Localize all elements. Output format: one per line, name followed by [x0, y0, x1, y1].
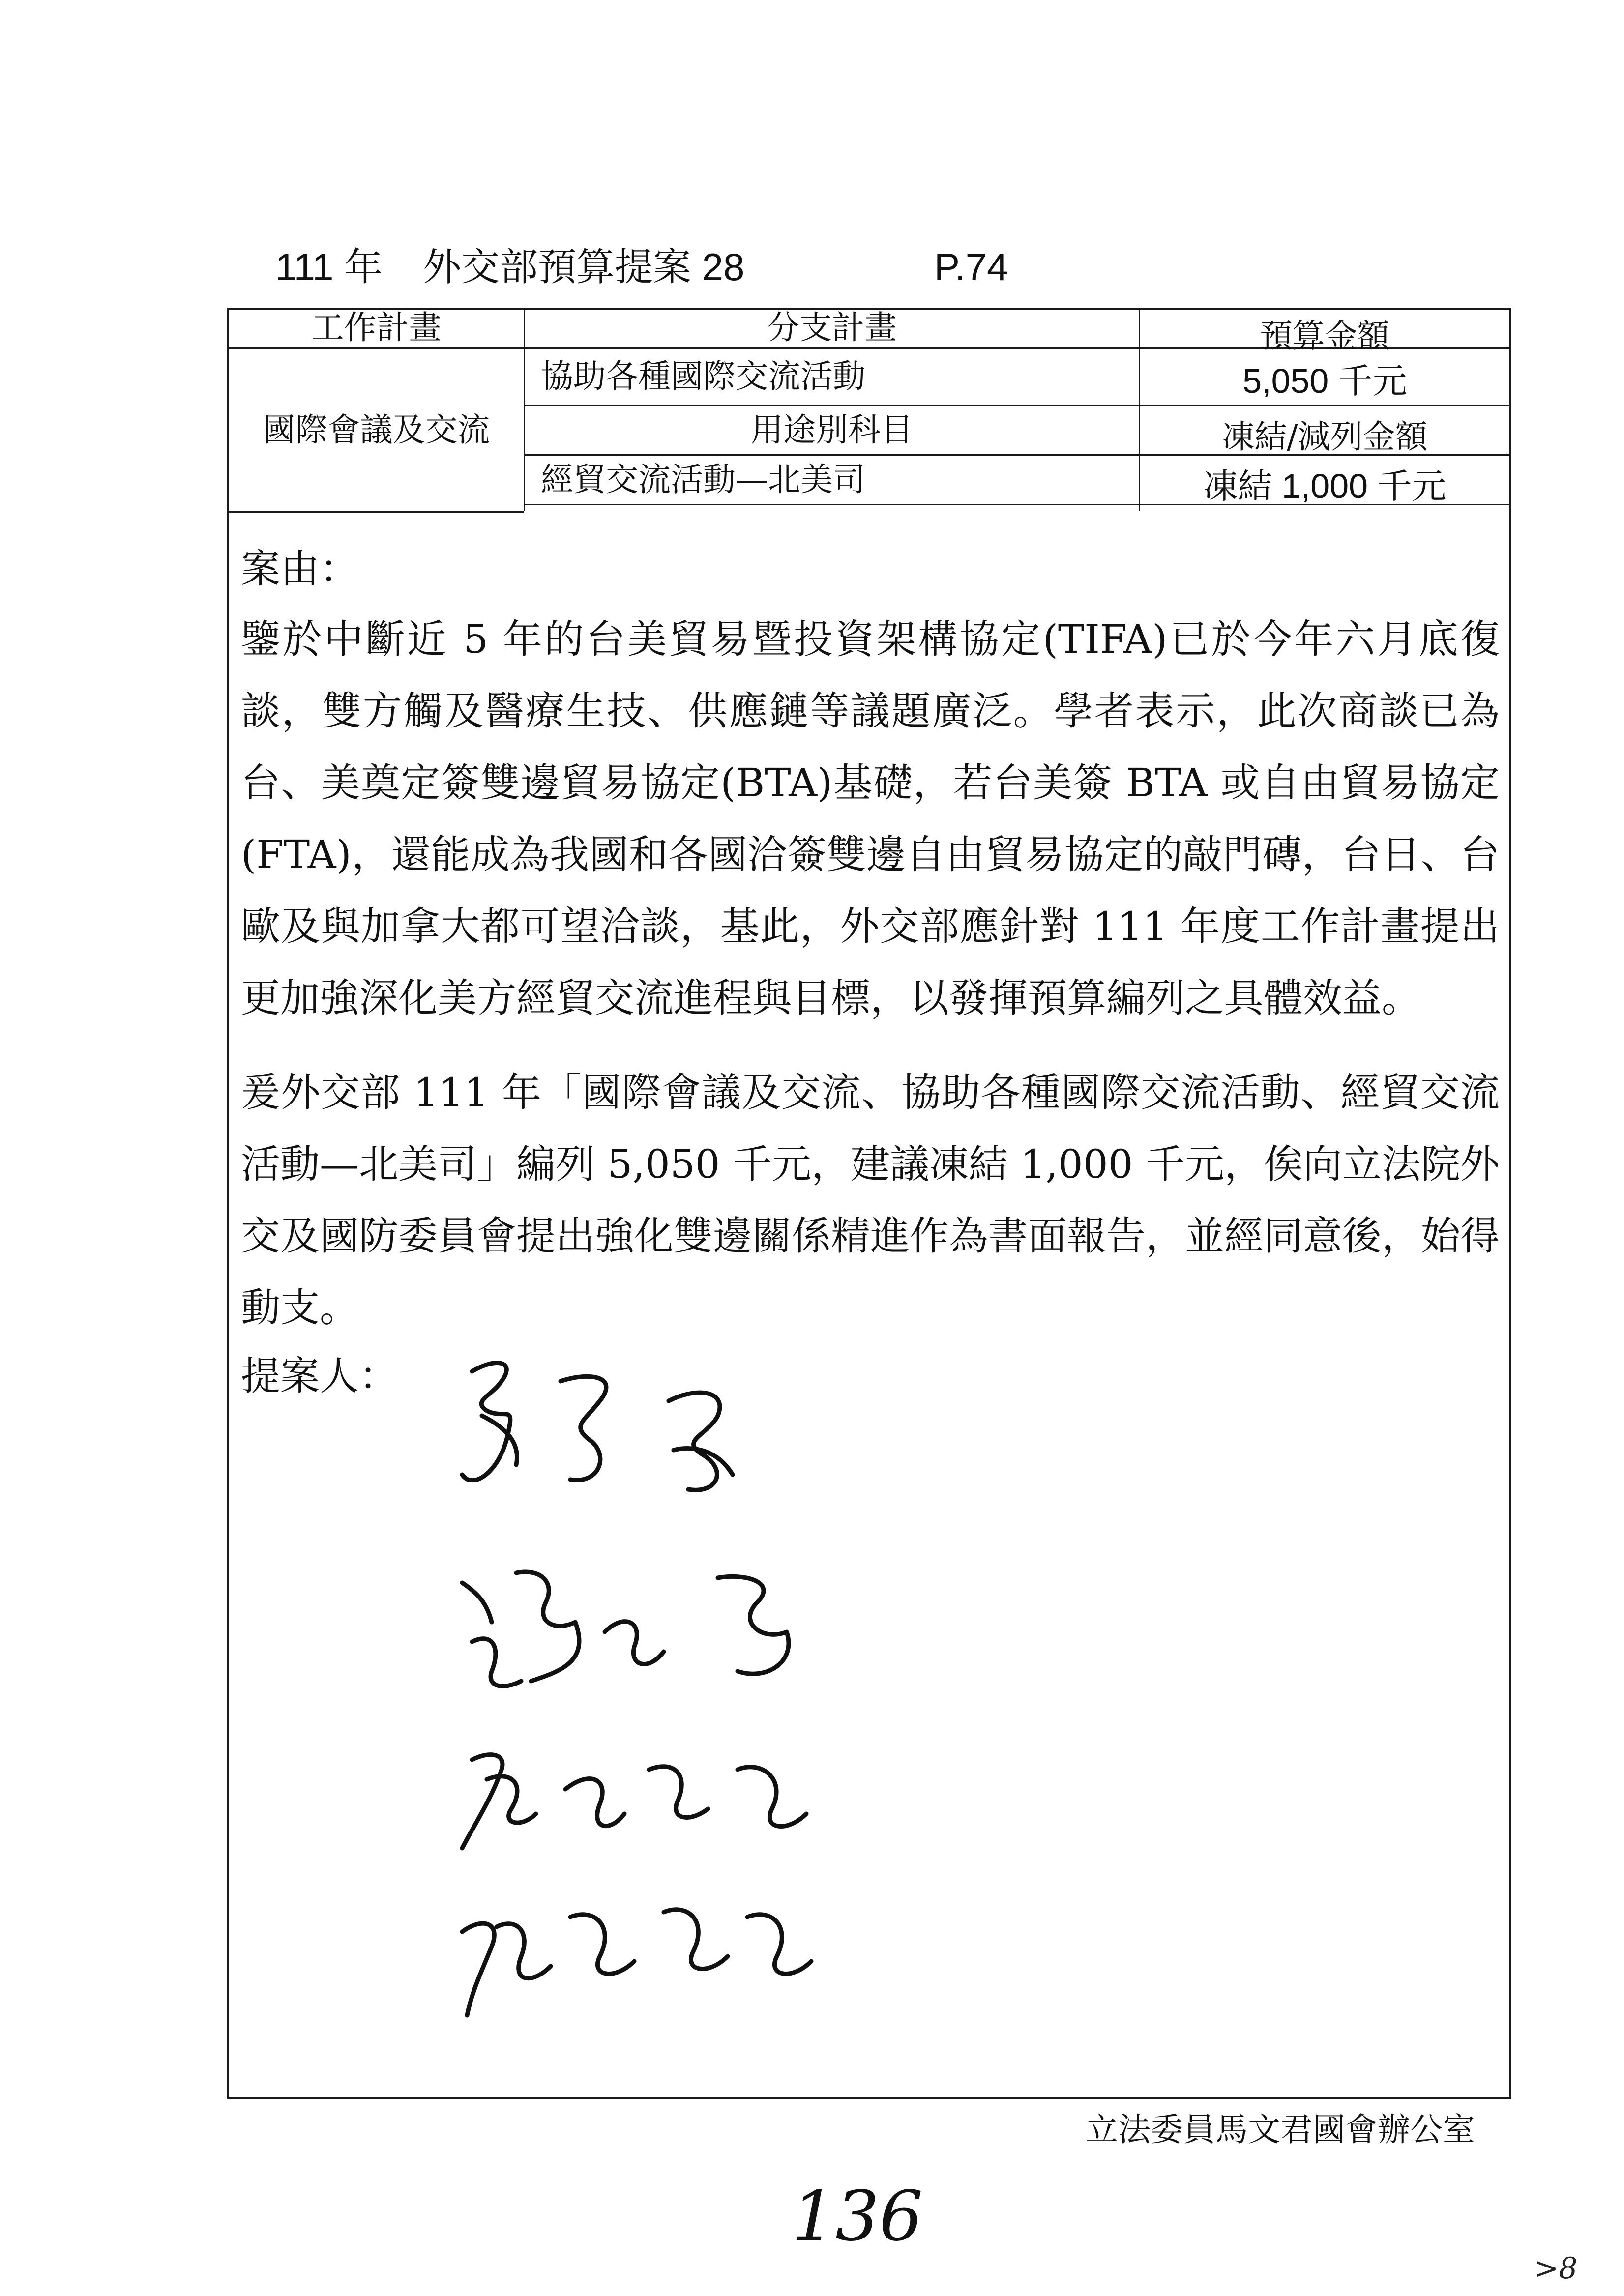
header-title: 外交部預算提案 28	[423, 245, 745, 289]
corner-mark: >8	[1534, 2251, 1578, 2286]
header-page-ref: P.74	[934, 245, 1008, 289]
proposer-label: 提案人：	[241, 1353, 398, 1399]
signature-2	[462, 1572, 789, 1686]
document-header	[275, 240, 1259, 294]
freeze-amount-value: 凍結 1,000 千元	[1203, 467, 1447, 505]
reason-label: 案由：	[241, 546, 359, 592]
work-plan-value: 國際會議及交流	[263, 410, 490, 449]
col-header-budget: 預算金額	[1260, 317, 1390, 355]
signature-4	[462, 1910, 811, 2015]
signature-1	[462, 1363, 733, 1490]
signature-block	[443, 1327, 1033, 2064]
header-year: 111 年	[275, 245, 383, 289]
col-header-freeze-amount: 凍結/減列金額	[1222, 418, 1428, 456]
signature-3	[462, 1755, 806, 1848]
col-header-sub-plan: 分支計畫	[767, 309, 897, 347]
sub-plan-value: 協助各種國際交流活動	[541, 357, 865, 395]
usage-item-value: 經貿交流活動—北美司	[541, 461, 865, 498]
col-header-work-plan: 工作計畫	[311, 309, 442, 347]
budget-amount-value: 5,050 千元	[1242, 362, 1407, 400]
reason-paragraph-2: 爰外交部 111 年「國際會議及交流、協助各種國際交流活動、經貿交流活動—北美司」編列 5,050 千元，建議凍結 1,000 千元，俟向立法院外交及國防委員會提出強化雙邊關係精進作為書面報告，並經同意後，始得動支。	[241, 1070, 1500, 1331]
col-header-usage-item: 用途別科目	[751, 411, 913, 449]
page-number: 136	[792, 2177, 923, 2257]
footer-office: 立法委員馬文君國會辦公室	[1086, 2111, 1475, 2149]
reason-paragraph-1: 鑒於中斷近 5 年的台美貿易暨投資架構協定(TIFA)已於今年六月底復談，雙方觸及醫療生技、供應鏈等議題廣泛。學者表示，此次商談已為台、美奠定簽雙邊貿易協定(BTA)基礎，若台美簽 BTA 或自由貿易協定(FTA)，還能成為我國和各國洽簽雙邊自由貿易協定的敲門磚，台日、台歐及與加拿大都可望洽談，基此，外交部應針對 111 年度工作計畫提出更加強深化美方經貿交流進程與目標，以發揮預算編列之具體效益。	[241, 616, 1500, 1021]
